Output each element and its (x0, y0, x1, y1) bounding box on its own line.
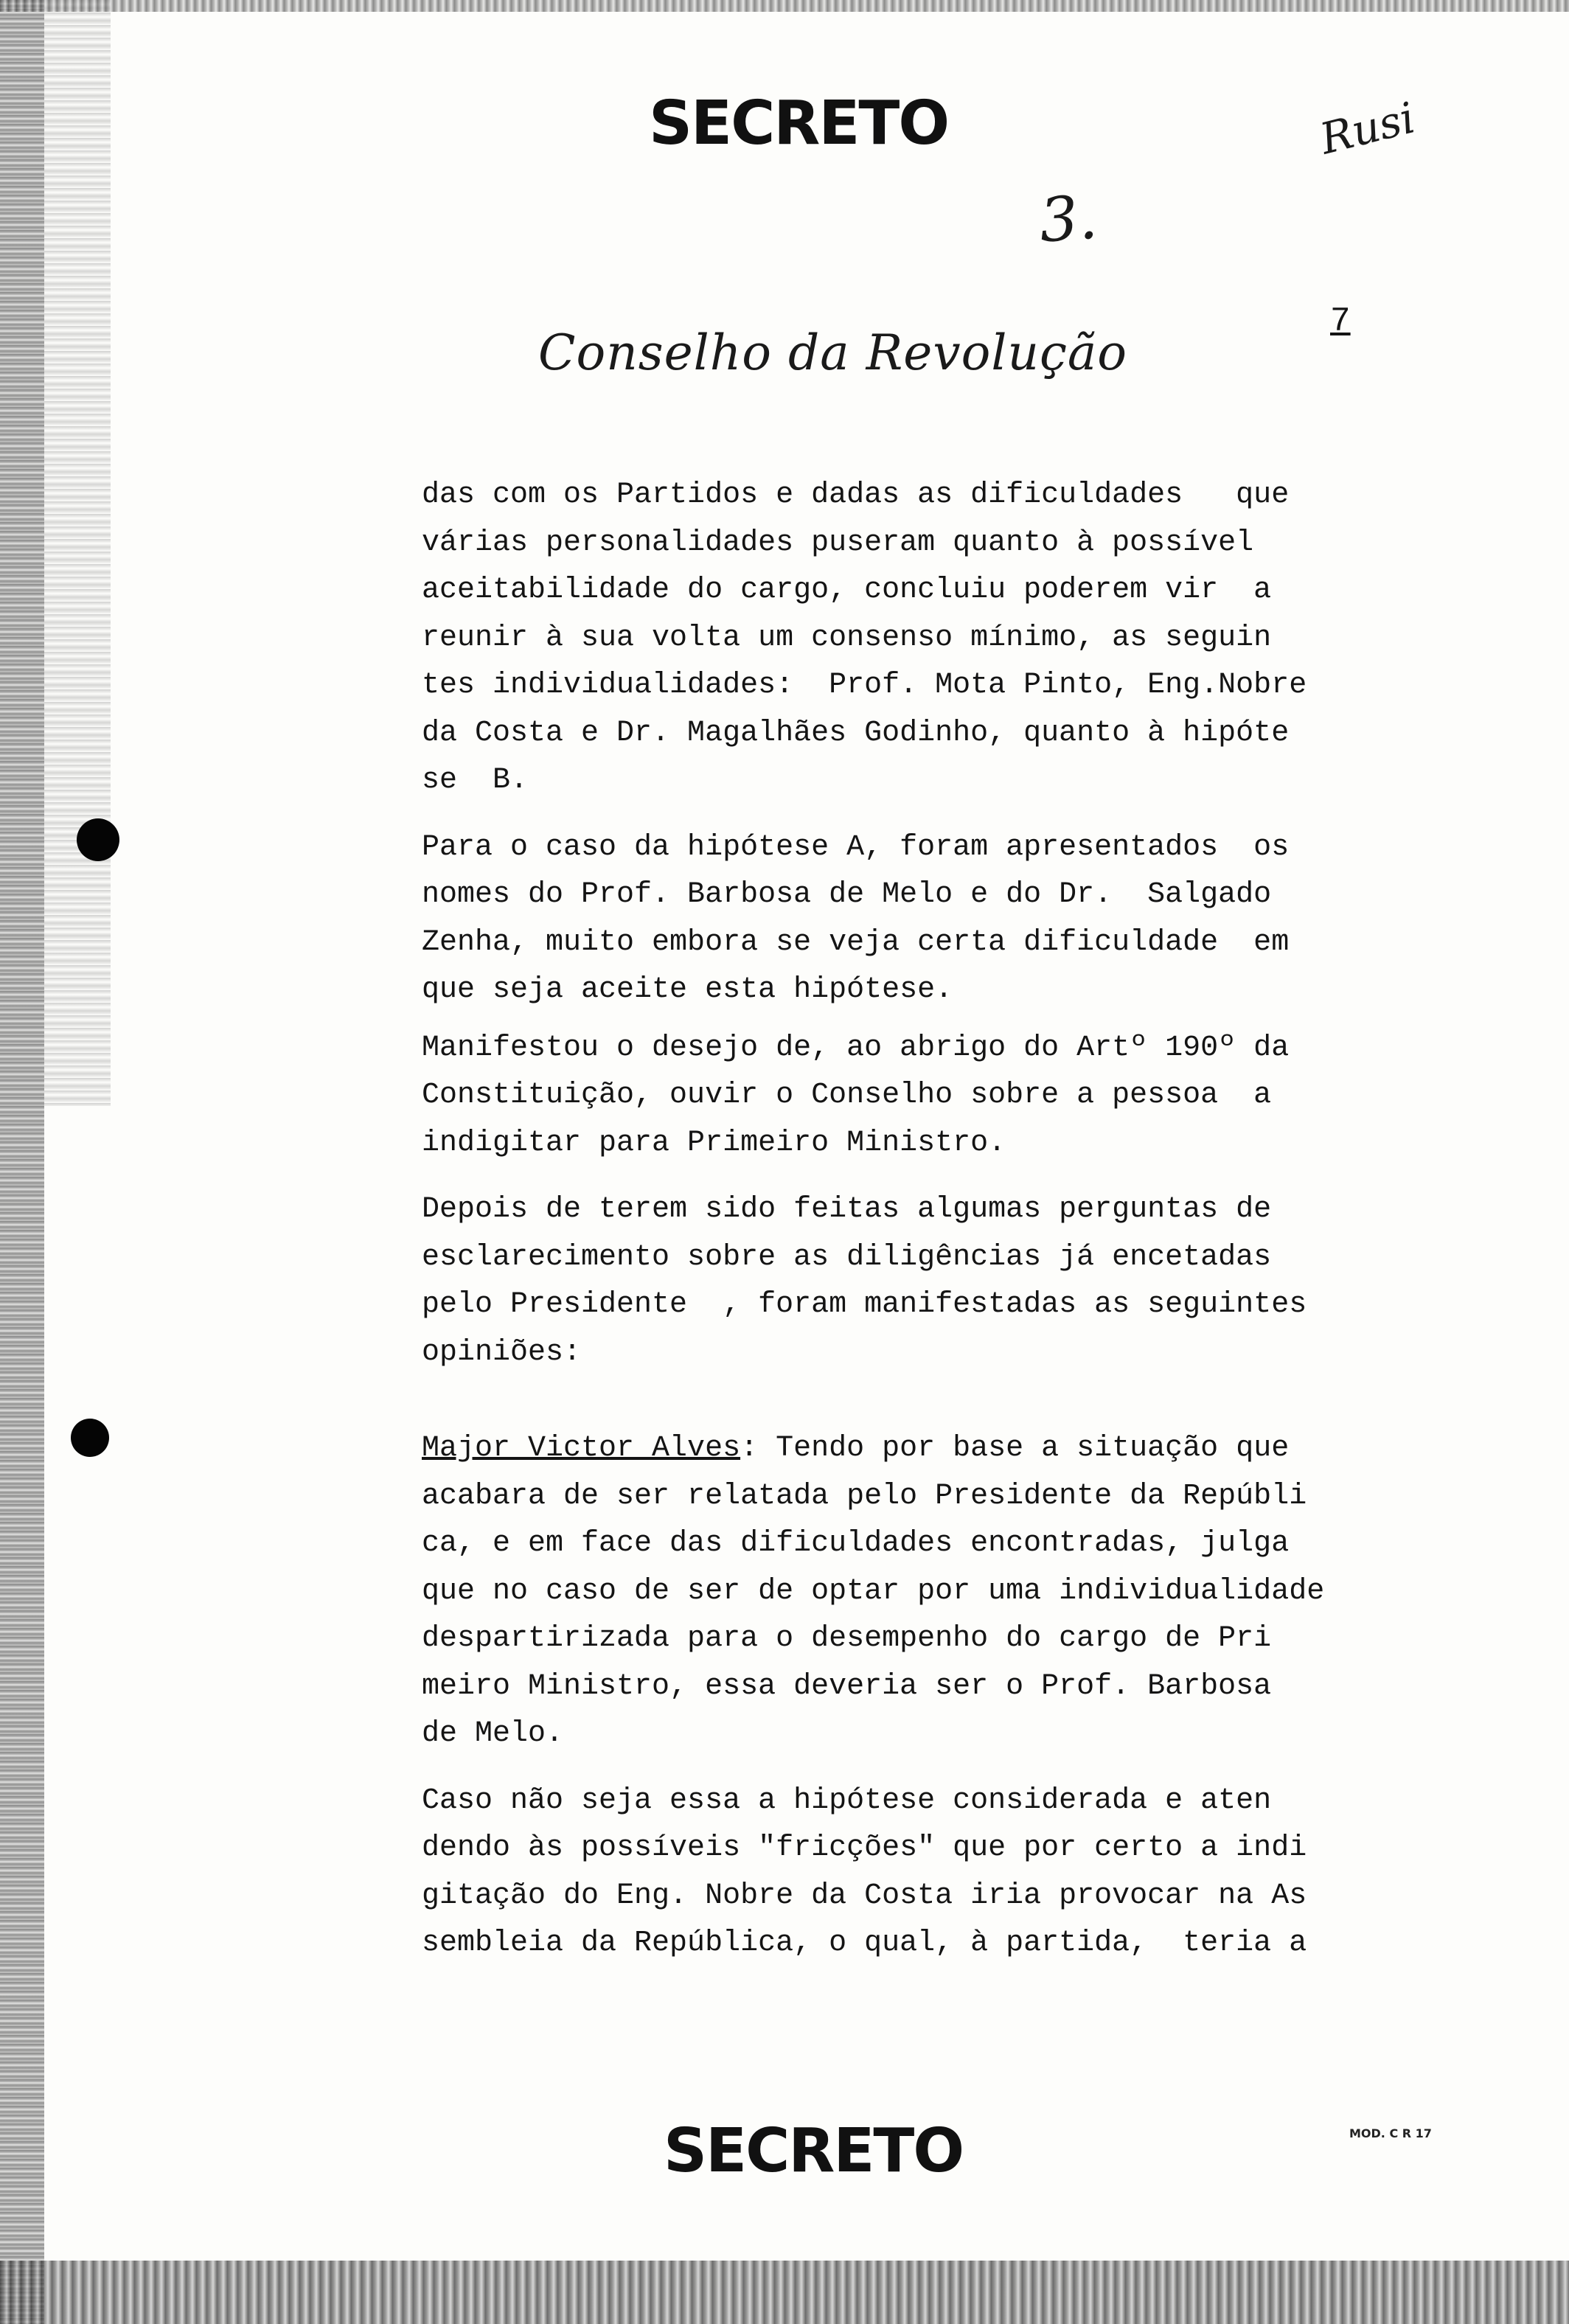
text-line: várias personalidades puseram quanto à possível (422, 526, 1254, 560)
text-line: Caso não seja essa a hipótese considerada e aten (422, 1784, 1272, 1817)
text-line: esclarecimento sobre as diligências já encetadas (422, 1240, 1272, 1274)
punch-hole-icon (77, 818, 119, 861)
text-line: ca, e em face das dificuldades encontradas, julga (422, 1527, 1290, 1560)
text-line: que seja aceite esta hipótese. (422, 973, 953, 1006)
text-fragment: : Tendo por base a situação que (740, 1432, 1290, 1465)
classification-footer: SECRETO (664, 2116, 964, 2186)
text-line: aceitabilidade do cargo, concluiu poderem vir a (422, 574, 1272, 607)
handwritten-annotation: 3. (1037, 182, 1100, 257)
text-line: se B. (422, 764, 529, 797)
text-line: de Melo. (422, 1717, 564, 1750)
body-text (422, 472, 1351, 1968)
text-line: meiro Ministro, essa deveria ser o Prof. Barbosa (422, 1669, 1272, 1703)
scan-left-shadow (44, 0, 111, 1106)
text-line: reunir à sua volta um consenso mínimo, as seguin (422, 621, 1272, 655)
text-line: Manifestou o desejo de, ao abrigo do Artº 190º da (422, 1031, 1290, 1065)
speaker-name: Major Victor Alves (422, 1432, 741, 1465)
text-line: pelo Presidente , foram manifestadas as seguintes (422, 1288, 1307, 1321)
text-line: despartirizada para o desempenho do cargo de Pri (422, 1622, 1272, 1655)
text-line (422, 1425, 1351, 1473)
text-line: Depois de terem sido feitas algumas perguntas de (422, 1193, 1272, 1226)
text-line: Para o caso da hipótese A, foram apresentados os (422, 830, 1290, 864)
text-line: acabara de ser relatada pelo Presidente da Repúbli (422, 1479, 1307, 1513)
text-line: sembleia da República, o qual, à partida, teria a (422, 1927, 1307, 1960)
text-line: gitação do Eng. Nobre da Costa iria provocar na As (422, 1879, 1307, 1913)
text-line: dendo às possíveis "fricções" que por certo a indi (422, 1831, 1307, 1865)
council-letterhead: Conselho da Revolução (538, 324, 1128, 381)
text-line: Constituição, ouvir o Conselho sobre a pessoa a (422, 1079, 1272, 1112)
paragraph-1 (422, 472, 1351, 805)
scan-bottom-edge (0, 2261, 1569, 2324)
paragraph-4 (422, 1186, 1351, 1377)
text-line: tes individualidades: Prof. Mota Pinto, Eng.Nobre (422, 669, 1307, 702)
text-line: que no caso de ser de optar por uma individualidade (422, 1574, 1325, 1608)
text-line: Zenha, muito embora se veja certa dificuldade em (422, 925, 1290, 959)
paragraph-2 (422, 824, 1351, 1015)
text-line: opiniões: (422, 1335, 582, 1369)
text-line: das com os Partidos e dadas as dificuldades que (422, 479, 1290, 512)
page-number: 7 (1330, 302, 1351, 341)
text-line: nomes do Prof. Barbosa de Melo e do Dr. Salgado (422, 878, 1272, 911)
classification-header: SECRETO (649, 88, 949, 159)
scan-left-edge (0, 0, 44, 2324)
punch-hole-icon (71, 1419, 109, 1457)
text-line: da Costa e Dr. Magalhães Godinho, quanto à hipóte (422, 716, 1290, 750)
paragraph-3 (422, 1025, 1351, 1168)
paragraph-5 (422, 1425, 1351, 1758)
scan-top-edge (0, 0, 1569, 12)
paragraph-6 (422, 1778, 1351, 1968)
form-code: MOD. C R 17 (1349, 2126, 1432, 2140)
handwritten-initials: Rusi (1315, 92, 1420, 164)
text-line: indigitar para Primeiro Ministro. (422, 1126, 1006, 1160)
